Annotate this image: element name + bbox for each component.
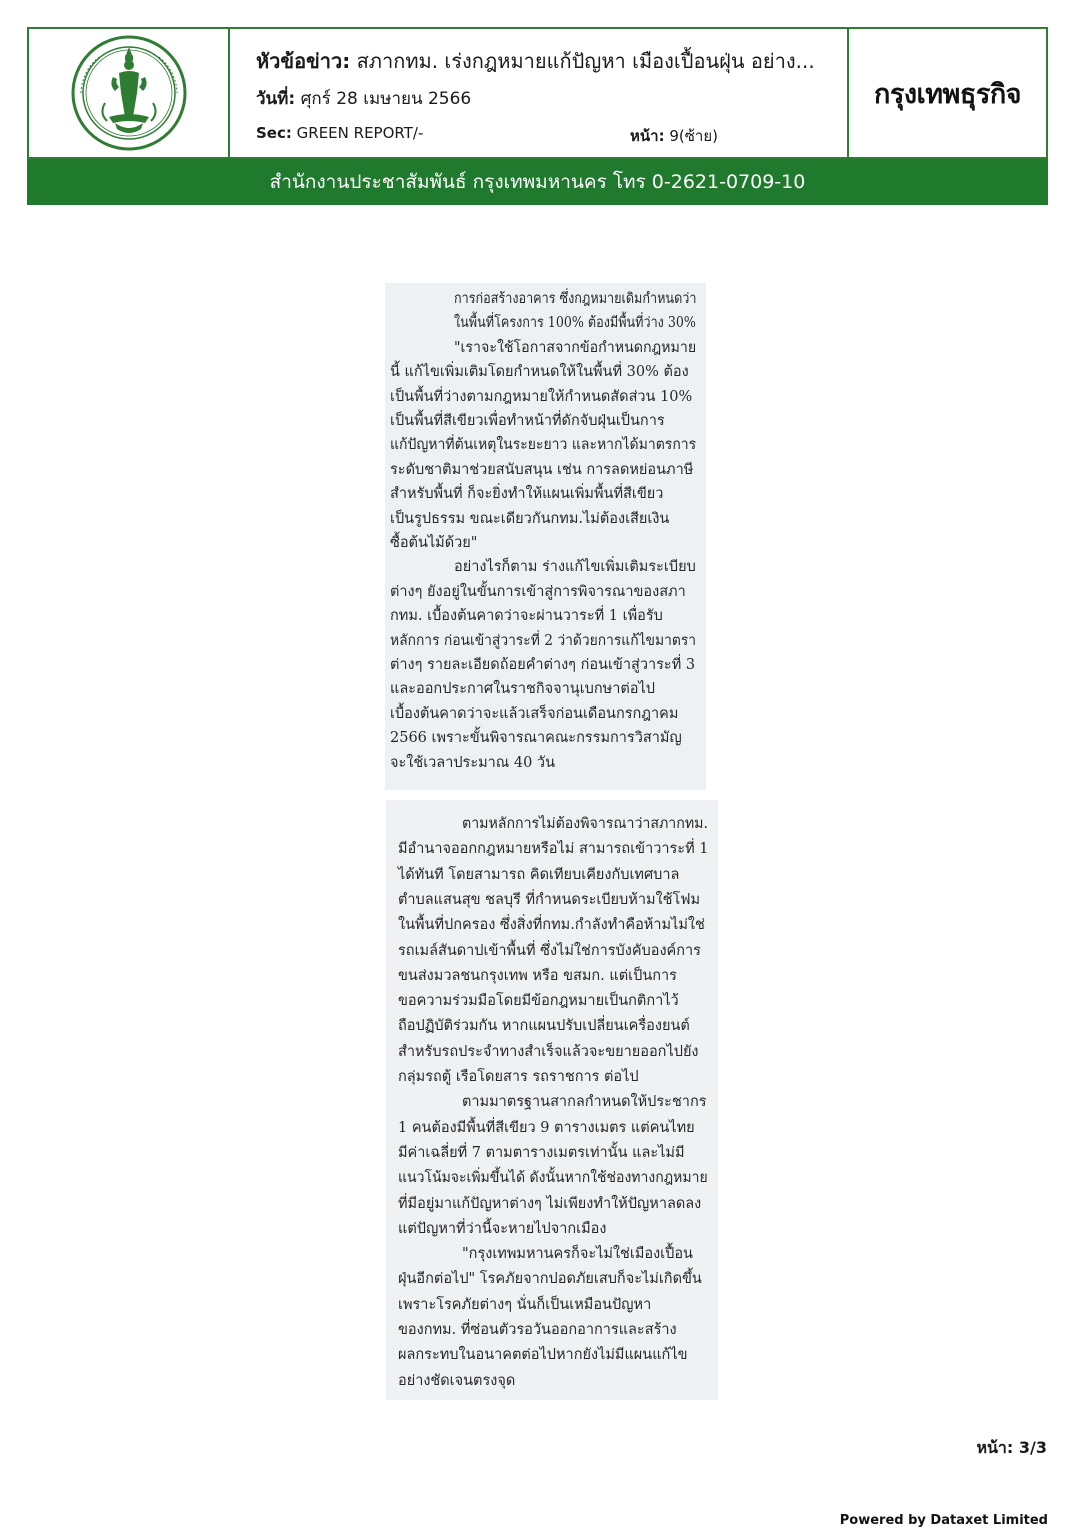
article-text-line: ขนส่งมวลชนกรุงเทพ หรือ ขสมก. แต่เป็นการ xyxy=(398,967,677,984)
article-text-line: เบื้องต้นคาดว่าจะแล้วเสร็จก่อนเดือนกรกฎาคม xyxy=(390,705,679,722)
publication-cell xyxy=(849,29,1046,157)
clipping-header xyxy=(27,27,1048,159)
section-row xyxy=(256,124,423,142)
article-text-line: หลักการ ก่อนเข้าสู่วาระที่ 2 ว่าด้วยการแก้ไขมาตรา xyxy=(390,632,697,649)
article-text-line: ตามมาตรฐานสากลกำหนดให้ประชากร xyxy=(462,1094,707,1111)
article-text-line: ขอความร่วมมือโดยมีข้อกฎหมายเป็นกติกาไว้ xyxy=(398,993,679,1010)
article-text-line: เป็นรูปธรรม ขณะเดียวกันกทม.ไม่ต้องเสียเงิน xyxy=(390,510,670,527)
section-label: Sec: xyxy=(256,124,292,142)
article-text-line: สำหรับรถประจำทางสำเร็จแล้วจะขยายออกไปยัง xyxy=(398,1043,699,1060)
page-count xyxy=(976,1436,1047,1461)
bangkok-seal-icon xyxy=(69,33,189,153)
article-text-line: อย่างชัดเจนตรงจุด xyxy=(398,1372,516,1389)
headline: สภากทม. เร่งกฎหมายแก้ปัญหา เมืองเปื้อนฝุ่น อย่าง... xyxy=(356,49,815,73)
date-row xyxy=(256,85,471,112)
article-text-line: ตำบลแสนสุข ชลบุรี ที่กำหนดระเบียบห้ามใช้โฟม xyxy=(398,891,701,908)
article-text-line: ที่มีอยู่มาแก้ปัญหาต่างๆ ไม่เพียงทำให้ปัญหาลดลง xyxy=(398,1195,702,1212)
logo-cell xyxy=(29,29,230,157)
article-info xyxy=(230,29,849,157)
article-text-line: เป็นพื้นที่สีเขียวเพื่อทำหน้าที่ดักจับฝุ่นเป็นการ xyxy=(390,413,665,429)
article-text-line: และออกประกาศในราชกิจจานุเบกษาต่อไป xyxy=(390,681,655,698)
article-text-line: ต่างๆ ยังอยู่ในขั้นการเข้าสู่การพิจารณาของสภา xyxy=(390,583,686,600)
article-text-line: ผลกระทบในอนาคตต่อไปหากยังไม่มีแผนแก้ไข xyxy=(398,1347,688,1364)
date-value: ศุกร์ 28 เมษายน 2566 xyxy=(300,89,472,109)
article-text-line: ได้ทันที โดยสามารถ คิดเทียบเคียงกับเทศบาล xyxy=(398,866,680,883)
powered-by: Powered by Dataxet Limited xyxy=(839,1513,1048,1528)
article-text-line: ซื้อต้นไม้ด้วย" xyxy=(390,535,478,551)
article-text-line: "กรุงเทพมหานครก็จะไม่ใช่เมืองเปื้อน xyxy=(462,1246,693,1263)
page-value: 9(ซ้าย) xyxy=(669,127,718,145)
article-text-line: กลุ่มรถตู้ เรือโดยสาร รถราชการ ต่อไป xyxy=(398,1069,639,1085)
article-text-line: การก่อสร้างอาคาร ซึ่งกฎหมายเดิมกำหนดว่า xyxy=(454,291,697,307)
article-text-line: ระดับชาติมาช่วยสนับสนุน เช่น การลดหย่อนภาษี xyxy=(390,461,694,478)
article-text-line: "เราจะใช้โอกาสจากข้อกำหนดกฎหมาย xyxy=(454,339,697,356)
page-count-label: หน้า: xyxy=(976,1438,1014,1457)
article-text-line: รถเมล์สันดาปเข้าพื้นที่ ซึ่งไม่ใช่การบังคับองค์การ xyxy=(398,942,701,959)
article-text-line: ต่างๆ รายละเอียดถ้อยคำต่างๆ ก่อนเข้าสู่วาระที่ 3 xyxy=(390,657,696,673)
article-text-line: ของกทม. ที่ซ่อนตัวรอวันออกอาการและสร้าง xyxy=(398,1322,677,1338)
news-clip-column-2 xyxy=(386,800,718,1400)
article-text-line: แนวโน้มจะเพิ่มขึ้นได้ ดังนั้นหากใช้ช่องทางกฎหมาย xyxy=(398,1170,708,1187)
article-text-line: ในพื้นที่ปกครอง ซึ่งสิ่งที่กทม.กำลังทำคือห้ามไม่ใช่ xyxy=(398,917,705,934)
article-text-line: ในพื้นที่โครงการ 100% ต้องมีพื้นที่ว่าง 30% xyxy=(454,315,696,332)
article-text-line: สำหรับพื้นที่ ก็จะยิ่งทำให้แผนเพิ่มพื้นที่สีเขียว xyxy=(390,486,664,503)
publication-name: กรุงเทพธุรกิจ xyxy=(873,78,1021,110)
article-text-line: มีค่าเฉลี่ยที่ 7 ตามตารางเมตรเท่านั้น และไม่มี xyxy=(398,1144,685,1161)
page-ref xyxy=(630,124,718,148)
article-text-line: 2566 เพราะขั้นพิจารณาคณะกรรมการวิสามัญ xyxy=(390,730,682,747)
article-text-line: กทม. เบื้องต้นคาดว่าจะผ่านวาระที่ 1 เพื่อรับ xyxy=(390,608,663,625)
article-text-line: แต่ปัญหาที่ว่านี้จะหายไปจากเมือง xyxy=(398,1220,607,1237)
pr-office-banner: สำนักงานประชาสัมพันธ์ กรุงเทพมหานคร โทร 0-2621-0709-10 xyxy=(27,159,1048,205)
headline-label: หัวข้อข่าว: xyxy=(256,49,351,73)
article-text-line: เป็นพื้นที่ว่างตามกฎหมายให้กำหนดสัดส่วน 10% xyxy=(390,388,693,405)
article-text-line: อย่างไรก็ตาม ร่างแก้ไขเพิ่มเติมระเบียบ xyxy=(454,559,696,576)
article-text-line: นี้ แก้ไขเพิ่มเติมโดยกำหนดให้ในพื้นที่ 30% ต้อง xyxy=(390,364,689,381)
section-value: GREEN REPORT/- xyxy=(296,124,424,142)
headline-row xyxy=(256,45,815,77)
article-text-line: เพราะโรคภัยต่างๆ นั่นก็เป็นเหมือนปัญหา xyxy=(398,1296,652,1313)
article-text-line: ฝุ่นอีกต่อไป" โรคภัยจากปอดภัยเสบก็จะไม่เกิดขึ้น xyxy=(398,1271,702,1288)
news-clip-column-1 xyxy=(385,283,706,790)
article-text-line: มีอำนาจออกกฎหมายหรือไม่ สามารถเข้าวาระที่ 1 xyxy=(398,841,709,858)
page-label: หน้า: xyxy=(630,127,665,145)
date-label: วันที่: xyxy=(256,89,296,109)
article-text-line: แก้ปัญหาที่ต้นเหตุในระยะยาว และหากได้มาตรการ xyxy=(390,437,697,454)
page-count-value: 3/3 xyxy=(1018,1438,1047,1457)
article-text-line: 1 คนต้องมีพื้นที่สีเขียว 9 ตารางเมตร แต่คนไทย xyxy=(398,1119,695,1136)
article-text-line: จะใช้เวลาประมาณ 40 วัน xyxy=(390,754,555,771)
article-text-line: ตามหลักการไม่ต้องพิจารณาว่าสภากทม. xyxy=(462,816,708,832)
article-text-line: ถือปฏิบัติร่วมกัน หากแผนปรับเปลี่ยนเครื่องยนต์ xyxy=(398,1018,690,1035)
